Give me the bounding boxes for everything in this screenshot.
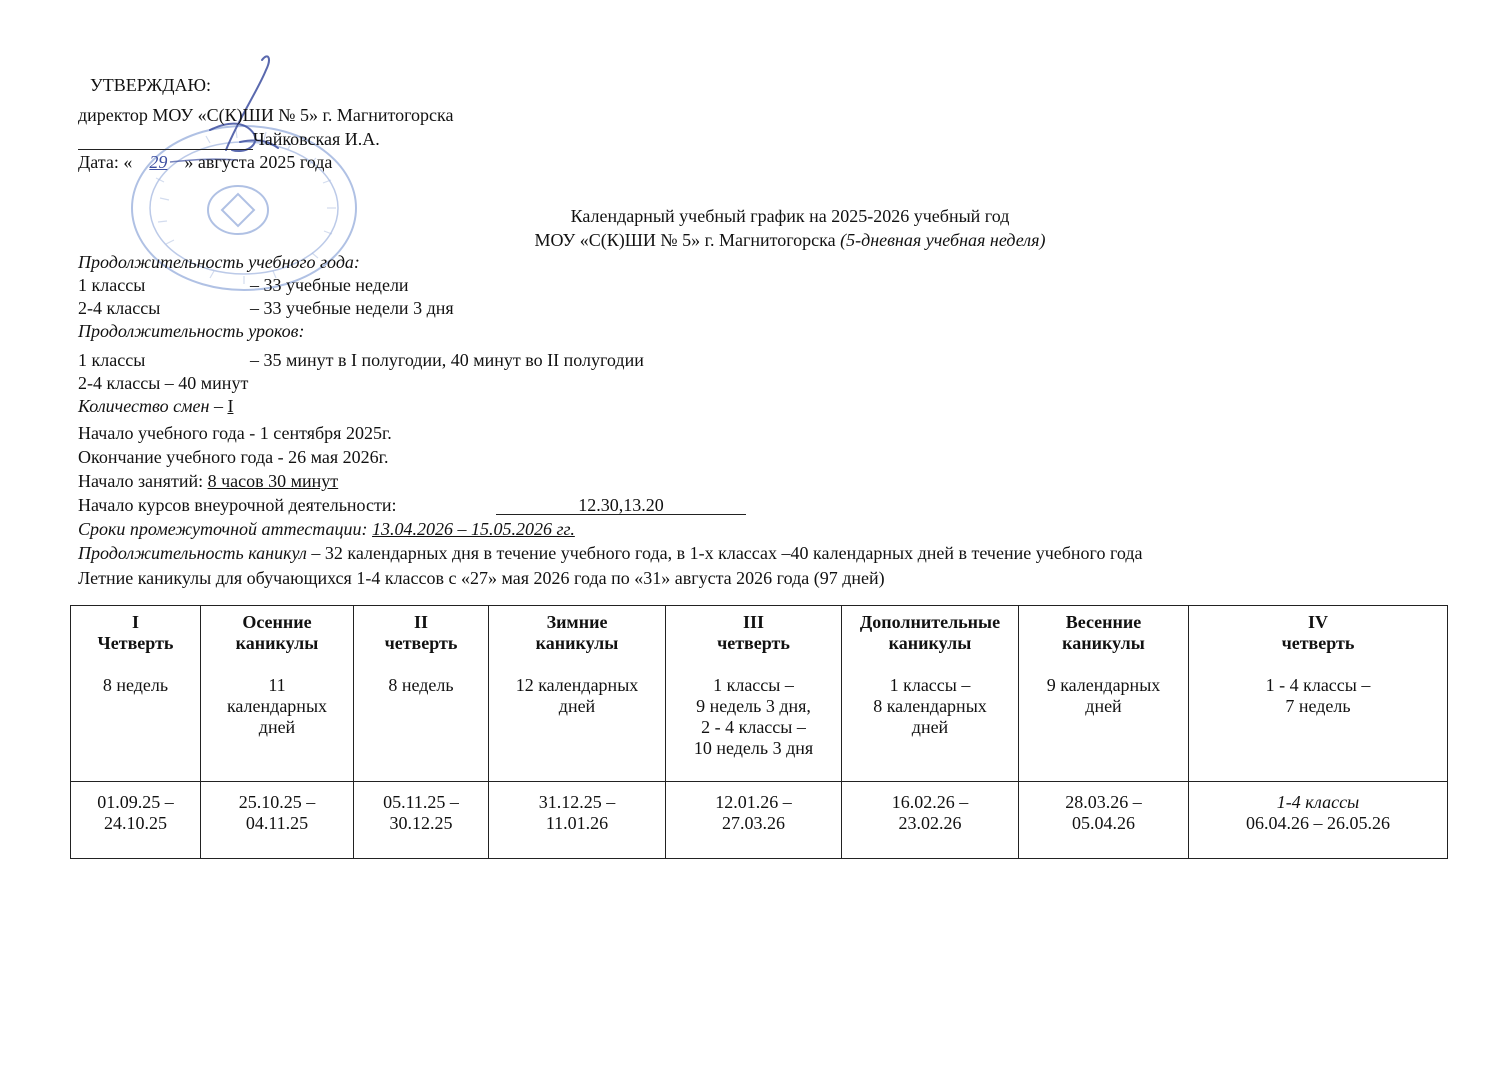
period-dates: 04.11.25 — [245, 812, 309, 833]
table-dates-cell — [1019, 781, 1189, 858]
period-duration: 1 классы – — [713, 675, 794, 695]
signature-blank — [78, 132, 253, 150]
table-dates-cell — [489, 781, 666, 858]
period-dates: 27.03.26 — [722, 812, 785, 833]
table-header-cell — [489, 606, 666, 782]
period-dates: 05.04.26 — [1072, 812, 1135, 833]
period-title: Весенние — [1065, 612, 1142, 632]
period-dates: 31.12.25 – — [538, 791, 616, 812]
year-duration-value: – 33 учебные недели 3 дня — [250, 298, 454, 318]
period-dates: 28.03.26 – — [1065, 791, 1142, 812]
table-header-cell — [666, 606, 842, 782]
year-duration-classes: 1 классы — [78, 275, 146, 295]
period-duration: 7 недель — [1285, 696, 1351, 716]
extracurricular-label: Начало курсов внеурочной деятельности: — [78, 495, 397, 515]
year-end: Окончание учебного года - 26 мая 2026г. — [78, 447, 389, 467]
table-header-cell — [842, 606, 1019, 782]
document-title: Календарный учебный график на 2025-2026 учебный год — [570, 206, 1010, 226]
period-dates: 23.02.26 — [898, 812, 962, 833]
period-title: I — [131, 612, 139, 632]
approval-signature-line — [78, 128, 380, 150]
period-duration: 1 классы – — [889, 675, 971, 695]
period-dates: 11.01.26 — [545, 812, 609, 833]
period-dates: 24.10.25 — [104, 812, 167, 833]
year-start: Начало учебного года - 1 сентября 2025г. — [78, 423, 392, 443]
attestation-label: Сроки промежуточной аттестации: — [78, 519, 373, 539]
document-subtitle — [0, 229, 1500, 251]
table-header-cell — [1189, 606, 1448, 782]
table-header-cell — [201, 606, 354, 782]
period-title: Осенние — [242, 612, 312, 632]
year-duration-row — [78, 274, 409, 296]
period-duration: 12 календарных — [515, 675, 639, 695]
period-title: Дополнительные — [859, 612, 1001, 632]
table-dates-row — [71, 781, 1448, 858]
attestation-value: 13.04.2026 – 15.05.2026 гг. — [372, 519, 575, 539]
lesson-duration-row-2: 2-4 классы – 40 минут — [78, 373, 249, 393]
lesson-duration-value: – 35 минут в I полугодии, 40 минут во II полугодии — [250, 350, 644, 370]
school-name: МОУ «С(К)ШИ № 5» г. Магнитогорска — [534, 230, 841, 250]
week-mode: (5-дневная учебная неделя) — [840, 230, 1046, 250]
year-duration-row — [78, 297, 454, 319]
table-dates-cell — [71, 781, 201, 858]
period-title: II — [413, 612, 428, 632]
period-subtitle: каникулы — [535, 633, 619, 653]
period-subtitle: каникулы — [888, 633, 972, 653]
holidays-label: Продолжительность каникул — [78, 543, 307, 563]
period-duration: 8 календарных — [873, 696, 987, 716]
extracurricular-value: 12.30,13.20 — [496, 496, 746, 515]
period-subtitle: Четверть — [97, 633, 174, 653]
classes-start-row — [78, 470, 338, 492]
approval-date — [78, 151, 332, 173]
summer-holidays: Летние каникулы для обучающихся 1-4 классов с «27» мая 2026 года по «31» августа 2026 года (97 дней) — [78, 568, 885, 588]
lesson-duration-row — [78, 349, 644, 371]
year-duration-value: – 33 учебные недели — [250, 275, 409, 295]
period-duration: 11 — [268, 675, 286, 695]
period-title: Зимние — [546, 612, 608, 632]
period-duration: 1 - 4 классы – — [1265, 675, 1371, 695]
period-classes: 1-4 классы — [1276, 791, 1360, 812]
period-subtitle: четверть — [1281, 633, 1355, 653]
classes-start-value: 8 часов 30 минут — [207, 471, 339, 491]
approval-date-suffix: » августа 2025 года — [184, 152, 333, 172]
table-dates-cell — [1189, 781, 1448, 858]
lesson-duration-label: Продолжительность уроков: — [78, 321, 305, 341]
table-header-cell — [71, 606, 201, 782]
period-duration: 8 недель — [388, 675, 454, 695]
period-title: IV — [1307, 612, 1328, 632]
period-duration: дней — [558, 696, 596, 716]
classes-start-label: Начало занятий: — [78, 471, 208, 491]
shifts-value: I — [227, 396, 234, 416]
year-duration-label: Продолжительность учебного года: — [78, 252, 360, 272]
period-subtitle: каникулы — [1062, 633, 1145, 653]
period-duration: 9 недель 3 дня, — [696, 696, 811, 716]
period-duration: дней — [258, 717, 296, 737]
table-dates-cell — [354, 781, 489, 858]
period-duration: дней — [911, 717, 949, 737]
approval-name: Чайковская И.А. — [253, 129, 380, 149]
period-subtitle: четверть — [384, 633, 458, 653]
shifts-row — [78, 395, 233, 417]
table-header-cell — [1019, 606, 1189, 782]
approval-position: директор МОУ «С(К)ШИ № 5» г. Магнитогорска — [78, 105, 454, 125]
period-duration: 2 - 4 классы – — [701, 717, 806, 737]
period-dates: 01.09.25 – — [97, 791, 174, 812]
extracurricular-row — [78, 494, 746, 516]
shifts-label: Количество смен – — [78, 396, 228, 416]
table-dates-cell — [201, 781, 354, 858]
period-dates: 25.10.25 – — [238, 791, 316, 812]
period-dates: 06.04.26 – 26.05.26 — [1246, 812, 1390, 833]
period-dates: 05.11.25 – — [383, 791, 459, 812]
attestation-row — [78, 518, 575, 540]
period-dates: 12.01.26 – — [715, 791, 792, 812]
period-duration: 8 недель — [102, 675, 169, 695]
approval-date-day: 29 — [149, 152, 168, 172]
period-duration: календарных — [226, 696, 328, 716]
approval-title: УТВЕРЖДАЮ: — [90, 75, 212, 95]
year-duration-classes: 2-4 классы — [78, 298, 161, 318]
approval-date-prefix: Дата: « — [78, 152, 133, 172]
table-dates-cell — [666, 781, 842, 858]
period-title: III — [742, 612, 764, 632]
period-subtitle: каникулы — [235, 633, 319, 653]
lesson-duration-classes: 1 классы — [78, 350, 146, 370]
period-duration: 9 календарных — [1046, 675, 1161, 695]
period-subtitle: четверть — [717, 633, 790, 653]
table-dates-cell — [842, 781, 1019, 858]
period-dates: 30.12.25 — [389, 812, 453, 833]
period-duration: дней — [1085, 696, 1122, 716]
table-header-cell — [354, 606, 489, 782]
table-header-row — [71, 606, 1448, 782]
schedule-table — [70, 605, 1448, 859]
holidays-value: – 32 календарных дня в течение учебного года, в 1-х классах –40 календарных дней в течение учебного года — [306, 543, 1143, 563]
period-dates: 16.02.26 – — [891, 791, 969, 812]
period-duration: 10 недель 3 дня — [693, 738, 814, 758]
holidays-row — [78, 542, 1143, 564]
